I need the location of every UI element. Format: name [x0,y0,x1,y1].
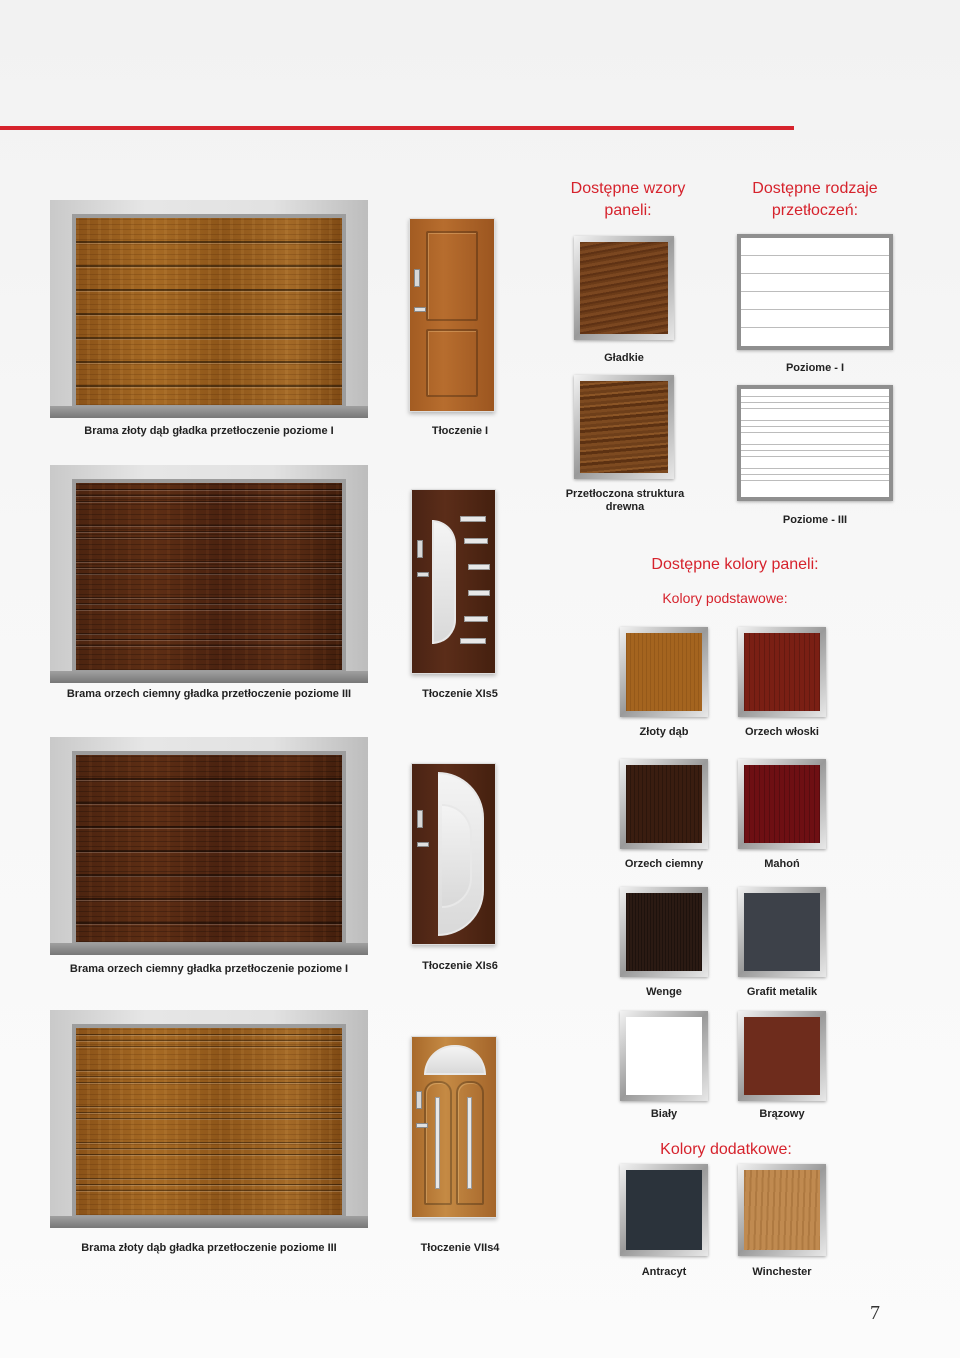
color-label: Złoty dąb [639,726,689,738]
door-caption: Tłoczenie XIs6 [422,960,498,972]
product-caption: Brama złoty dąb gładka przetłoczenie poziome I [84,425,334,437]
color-swatch-dark-walnut [620,759,708,849]
header-rule [0,126,794,130]
swatch-fill [744,893,820,971]
embossing-profile-horizontal-i [737,234,893,350]
swatch-fill [626,893,702,971]
color-label: Grafit metalik [746,986,818,998]
door-caption: Tłoczenie XIs5 [422,688,498,700]
swatch-fill [744,765,820,843]
product-caption: Brama orzech ciemny gładka przetłoczenie poziome I [69,963,349,975]
extra-colors-header: Kolory dodatkowe: [660,1141,792,1158]
door-image-tloczenie-viis4 [411,1036,497,1218]
color-label: Orzech włoski [745,726,819,738]
door-image-tloczenie-xis5 [411,489,496,674]
door-image-tloczenie-i [409,218,495,412]
page-number: 7 [870,1302,880,1324]
color-swatch-mahogany [738,759,826,849]
pattern-swatch-smooth [574,236,674,340]
color-label: Biały [650,1108,678,1120]
color-label: Antracyt [641,1266,687,1278]
garage-image-dark-walnut-horizontal-i [50,737,368,955]
swatch-fill [626,1017,702,1095]
embossing-label: Poziome - I [785,362,845,374]
color-swatch-anthracite [620,1164,708,1256]
swatch-fill [744,1017,820,1095]
color-label: Mahoń [764,858,800,870]
door-caption: Tłoczenie I [431,425,489,437]
pattern-label: Przetłoczona struktura drewna [565,488,685,513]
color-swatch-winchester [738,1164,826,1256]
door-image-tloczenie-xis6 [411,763,496,945]
swatch-fill [744,1170,820,1250]
swatch-fill [626,765,702,843]
color-swatch-graphite-metallic [738,887,826,977]
product-caption: Brama złoty dąb gładka przetłoczenie poziome III [81,1242,337,1254]
basic-colors-header: Kolory podstawowe: [662,590,788,606]
embossing-profile-horizontal-iii [737,385,893,501]
color-label: Winchester [752,1266,812,1278]
embossing-types-header: Dostępne rodzaje przetłoczeń: [752,180,878,219]
swatch-fill [626,1170,702,1250]
garage-image-dark-walnut-horizontal-iii [50,465,368,683]
garage-image-golden-oak-horizontal-i [50,200,368,418]
color-label: Brązowy [759,1108,805,1120]
swatch-fill [626,633,702,711]
garage-image-golden-oak-horizontal-iii [50,1010,368,1228]
color-swatch-walnut [738,627,826,717]
color-swatch-brown [738,1011,826,1101]
color-swatch-wenge [620,887,708,977]
swatch-fill [744,633,820,711]
color-label: Wenge [646,986,682,998]
door-caption: Tłoczenie VIIs4 [420,1242,500,1254]
patterns-header: Dostępne wzory paneli: [570,180,686,219]
pattern-swatch-wood-texture [574,375,674,479]
panel-colors-header: Dostępne kolory paneli: [651,556,819,573]
color-swatch-golden-oak [620,627,708,717]
color-swatch-white [620,1011,708,1101]
embossing-label: Poziome - III [782,514,848,526]
product-caption: Brama orzech ciemny gładka przetłoczenie poziome III [66,688,352,700]
pattern-label: Gładkie [604,352,644,364]
color-label: Orzech ciemny [624,858,704,870]
